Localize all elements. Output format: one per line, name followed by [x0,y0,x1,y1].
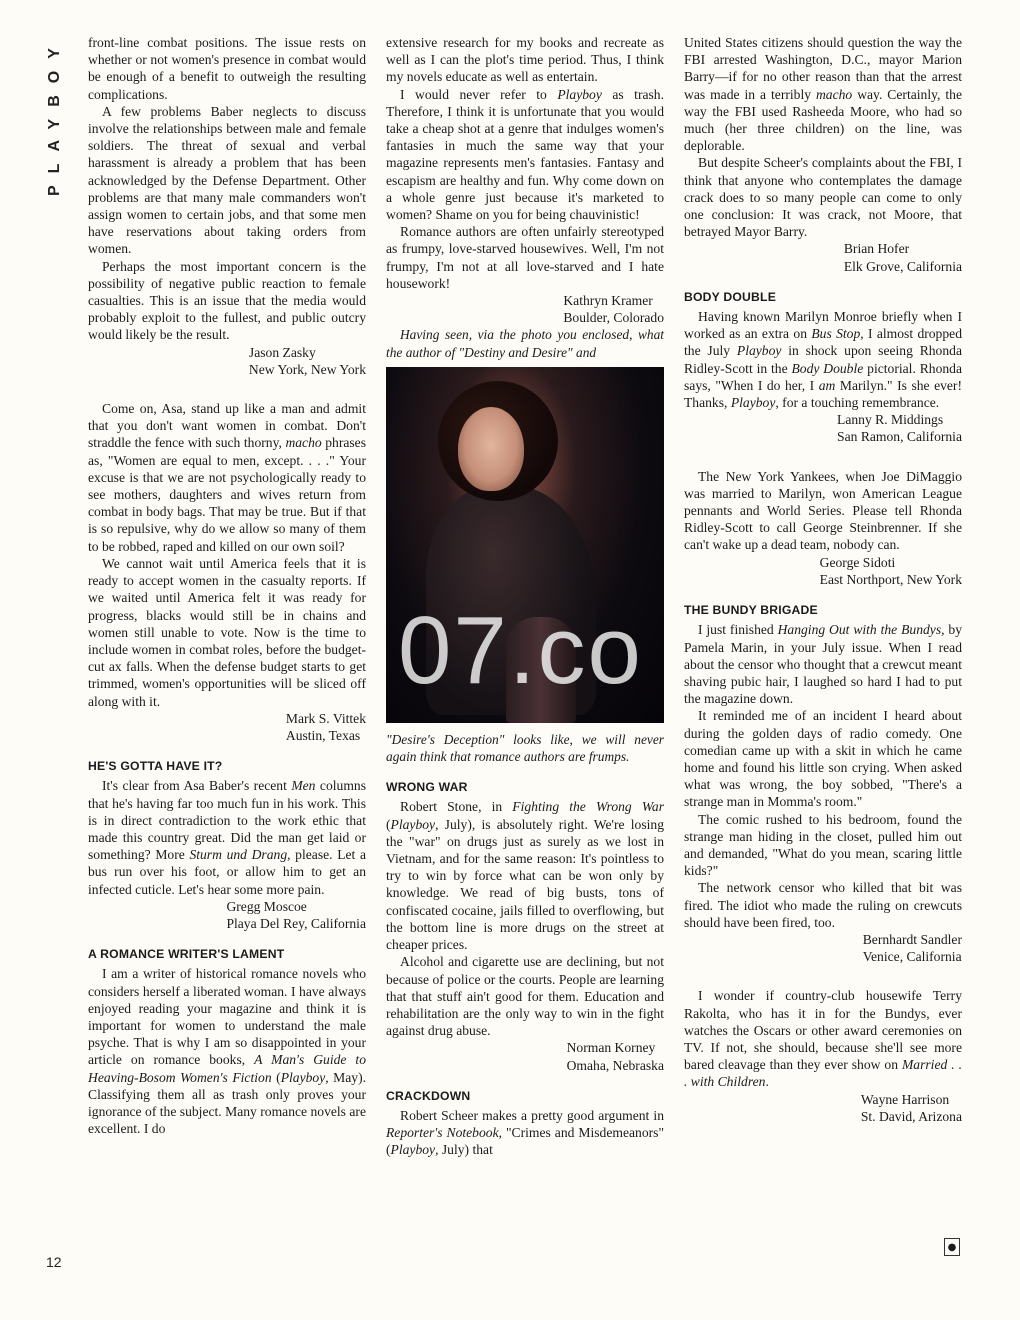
signature-place: Elk Grove, California [843,258,962,274]
paragraph [386,86,664,224]
text: columns that he's having far too much fun in his work. This is in direct contradiction to the work ethic that made this country great. Did the man get laid or something? More [88,778,366,863]
paragraph [88,777,366,897]
italic-text: Playboy [736,343,782,359]
watermark: 07.co [398,597,643,704]
page-number: 12 [46,1254,62,1270]
text: as trash. Therefore, I think it is unfortunate that you would take a cheap shot at a genre that indulges women's fantasies in much the same way that your magazine represents men's fantasies. Fantasy and escapism are healthy and fun. Why come down on a whole genre just because it's marketed to women? Shame on you for being chauvinistic! [386,86,664,223]
photo-caption: "Desire's Deception" looks like, we will never again think that romance authors are frumps. [386,731,664,765]
italic-text: Sturm und Drang [189,847,288,863]
italic-text: Reporter's Notebook [386,1125,499,1141]
paragraph [386,798,664,953]
signature-name: Brian Hofer [843,241,910,257]
paragraph: extensive research for my books and recreate as well as I can the plot's time period. Thus, I think my novels educate as well as entertain. [386,35,664,85]
paragraph [88,400,366,555]
italic-text: Playboy [280,1069,326,1085]
text: in shock upon seeing Rhonda Ridley-Scott in the [684,343,962,376]
text: ( [386,816,391,832]
signature-name: Gregg Moscoe [226,898,307,914]
text: , by Pamela Marin, in your July issue. When I read about the censor who thought that a crewcut meant shaving pubic hair, I laughed so hard I had to put the magazine down. [684,622,962,707]
italic-text: Playboy [730,395,776,411]
italic-text: am [818,377,836,393]
paragraph: Romance authors are often unfairly stereotyped as frumpy, love-starved housewives. Well, I'm not frumpy, I'm not at all love-starved and I hate housework! [386,224,664,291]
text: , I almost dropped the July [684,326,962,359]
signature-name: Jason Zasky [248,344,316,360]
signature-name: Bernhardt Sandler [862,931,962,947]
text: Robert Scheer makes a pretty good argument in [400,1107,664,1123]
signature-place: Playa Del Rey, California [226,915,366,931]
column-2 [386,34,664,1159]
italic-text: Men [291,778,316,794]
section-heading: BODY DOUBLE [684,289,777,304]
text: . [765,1074,769,1090]
signature [684,411,962,445]
signature [684,931,962,965]
paragraph [684,987,962,1090]
signature [684,1091,962,1125]
paragraph [684,308,962,411]
signature-place: St. David, Arizona [860,1108,962,1124]
signature-name: Wayne Harrison [860,1091,950,1107]
paragraph: The comic rushed to his bedroom, found the strange man hiding in the closet, pulled him out and demanded, "What do you mean, scaring little kids?" [684,811,962,879]
paragraph: A few problems Baber neglects to discuss involve the relationships between male and female soldiers. The threat of sexual and verbal harassment is already a problem that has been acknowledged by the Defense Department. Other problems are that many male commanders won't assign women to certain jobs, and that some men have reservations about taking orders from women. [88,103,366,257]
section-heading: WRONG WAR [386,780,468,795]
italic-text: macho [285,435,322,451]
signature-name: Lanny R. Middings [837,412,944,428]
text: ( [271,1069,281,1085]
paragraph: Perhaps the most important concern is the possibility of negative public reaction to female casualties. This is an issue that the media would probably exploit to the fullest, and public outcry would likely be the result. [88,258,366,343]
text: Marilyn." Is she ever! Thanks, [684,377,962,411]
signature [684,240,962,274]
paragraph [684,621,962,707]
text: Having known Marilyn Monroe briefly when I worked as an extra on [684,309,962,342]
signature-place: San Ramon, California [837,429,962,445]
text: Robert Stone, in [400,799,513,815]
italic-text: macho [815,86,853,102]
section-heading: HE'S GOTTA HAVE IT? [88,759,223,774]
text: I wonder if country-club housewife Terry Rakolta, who has it in for the Bundys, ever watches the Oscars or other award ceremonies on TV. If not, she should, because she'll see more bared cleavage than they ever show on [684,988,962,1073]
paragraph: The New York Yankees, when Joe DiMaggio was married to Marilyn, won American League pennants and World Series. Please tell Rhonda Ridley-Scott to call George Steinbrenner. If she can't wake up a dead team, nobody can. [684,468,962,553]
text: way. Certainly, the way the FBI used Rasheeda Moore, who had so much (her three children) on the line, was deplorable. [684,86,962,154]
paragraph: It reminded me of an incident I heard about during the golden days of radio comedy. One comedian came up with a skit in which he came home and found his little son crying. When asked what was wrong, the boy sobbed, "There's a strange man in Momma's room." [684,708,962,810]
text: , July) that [435,1142,493,1158]
italic-text: Playboy [390,1142,436,1158]
signature-name: Kathryn Kramer [563,293,653,309]
italic-text: Playboy [390,816,436,832]
signature-name: Mark S. Vittek [285,710,366,726]
italic-text: Bus Stop [811,326,861,342]
text: I am a writer of historical romance novels who considers herself a liberated woman. I have always enjoyed reading your magazine and think it is important for women to understand the male psyche. That is why I am so disappointed in your article on romance books, [88,966,366,1068]
signature-name: George Sidoti [819,554,896,570]
paragraph [386,1107,664,1159]
text: , July), is absolutely right. We're losing the "war" on drugs just as surely as we lost in Vietnam, and for the same reason: It's pointless to try to win by force what can be won only by knowledge. We read of big busts, tons of confiscated cocaine, jails filled to overflowing, but the bottom line is more drugs on the street at cheaper prices. [386,816,664,953]
paragraph: But despite Scheer's complaints about the FBI, I think that anyone who contemplates the damage crack does to so many people can come to only one conclusion: It was crack, not Moore, that betrayed Mayor Barry. [684,155,962,240]
section-heading: THE BUNDY BRIGADE [684,603,818,618]
text: Come on, Asa, stand up like a man and admit that you don't want women in combat. Don't straddle the fence with such thorny, [88,401,366,451]
author-photo [386,367,664,723]
signature-place: East Northport, New York [819,571,962,587]
magazine-name: PLAYBOY [46,36,63,196]
text: , "Crimes and Misdemeanors" ( [386,1125,664,1158]
photo-face [458,407,524,491]
section-heading: A ROMANCE WRITER'S LAMENT [88,947,285,962]
text: It's clear from Asa Baber's recent [102,778,292,794]
italic-text: Body Double [791,360,864,376]
text: phrases as, "Women are equal to men, except. . . ." Your excuse is that we are not psychologically ready to see mothers, daughters and wives return from combat in body bags. That may be true. But if that is so repulsive, why do we allow so many of them to be robbed, raped and killed on our own soil? [88,435,367,554]
text: I just finished [698,622,778,638]
text: , please. Let a bus run over his foot, or allow him to get an infected cuticle. Let's hear some more pain. [88,847,366,897]
signature-place: New York, New York [248,361,366,377]
text: United States citizens should question the way the FBI arrested Washington, D.C., mayor Marion Barry—if for no other reason than that the arrest was made in a terribly [684,35,962,102]
signature-place: Austin, Texas [285,727,361,743]
signature [88,898,366,932]
signature [684,554,962,588]
text: I would never refer to [400,86,558,102]
signature-place: Boulder, Colorado [563,310,664,326]
signature-name: Norman Korney [566,1040,656,1056]
paragraph: The network censor who killed that bit was fired. The idiot who made the ruling on crewcuts should have been fired, too. [684,880,962,930]
paragraph [88,965,366,1137]
column-1 [88,34,366,1137]
signature-place: Omaha, Nebraska [566,1057,664,1073]
signature [88,344,366,378]
paragraph: We cannot wait until America feels that it is ready to accept women in the casualty reports. If we waited until America felt it was ready for progress, blacks would still be in chains and women still unable to vote. Now is the time to include women in combat roles, before the budget-cut ax falls. When the defense budget starts to get trimmed, women's opportunities will be sliced off along with it. [88,555,366,709]
italic-text: Fighting the Wrong War [512,799,664,815]
text: , for a touching remembrance. [775,395,940,411]
italic-text: A Man's Guide to Heaving-Bosom Women's Fiction [88,1052,366,1085]
paragraph: Alcohol and cigarette use are declining, but not because of police or the courts. People are learning that that stuff ain't good for them. Education and rehabilitation are the only way to win in the fight against drug abuse. [386,954,664,1039]
text: , May). Classifying them all as trash only proves your ignorance of the subject. Many romance novels are excellent. I do [88,1069,367,1137]
photo-leg [506,617,576,723]
italic-text: Playboy [557,86,602,102]
signature [88,710,366,744]
italic-text: Married . . . with Children [684,1057,962,1090]
italic-text: Hanging Out with the Bundys [777,622,942,638]
signature [386,1039,664,1073]
paragraph: front-line combat positions. The issue rests on whether or not women's presence in combat would be enough of a benefit to outweigh the resulting complications. [88,35,366,102]
section-heading: CRACKDOWN [386,1088,471,1103]
paragraph [684,34,962,154]
text: pictorial. Rhonda says, "When I do her, I [684,360,962,393]
editor-reply: Having seen, via the photo you enclosed, what the author of "Destiny and Desire" and [386,327,664,360]
signature [386,292,664,326]
signature-place: Venice, California [862,949,962,965]
column-3 [684,34,962,1125]
rabbit-head-icon: ● [944,1238,960,1256]
